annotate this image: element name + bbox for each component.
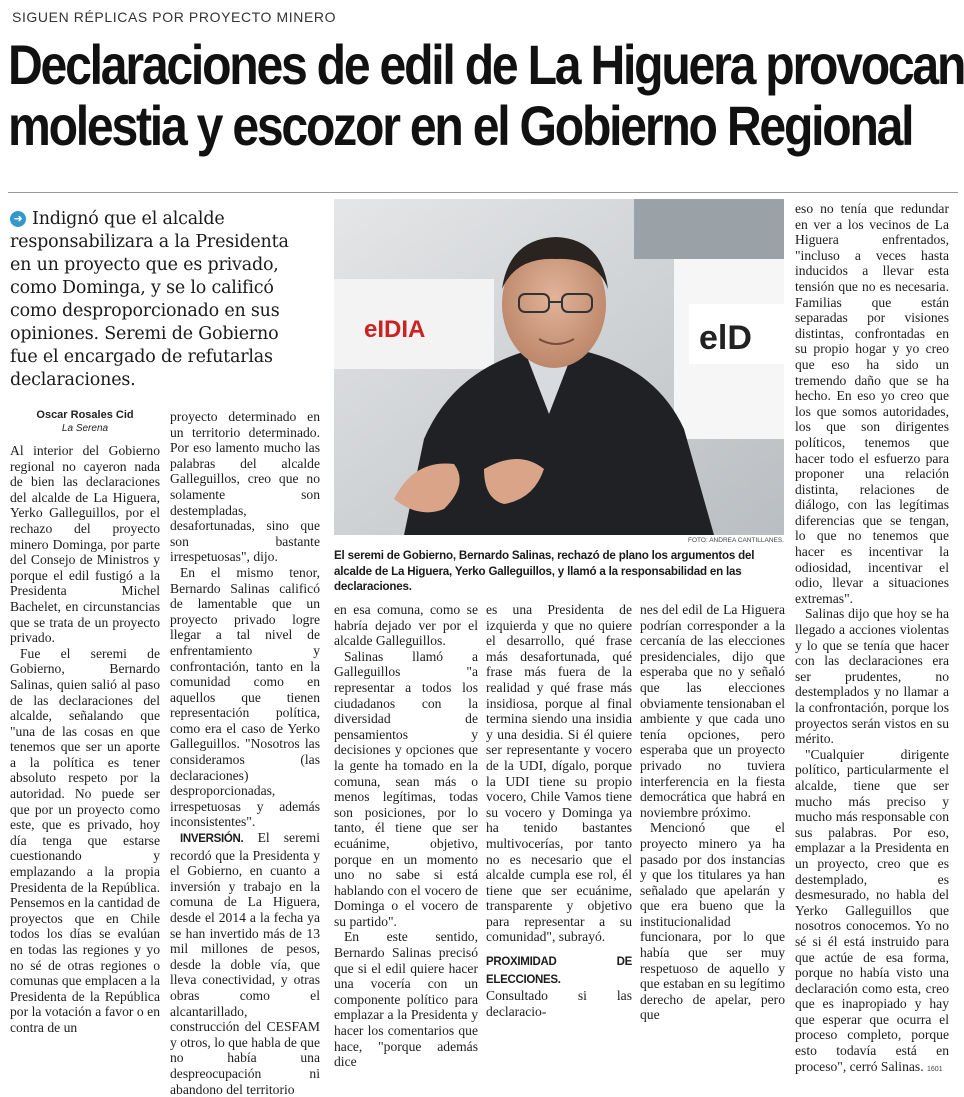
- body-column-4: [486, 602, 632, 1019]
- photo-credit: FOTO: ANDREA CANTILLANES.: [688, 537, 784, 544]
- headline-line-2: molestia y escozor en el Gobierno Regional: [8, 94, 913, 157]
- subhead-text: PROXIMIDAD DE ELECCIONES.: [486, 956, 632, 986]
- signoff-code: 1601: [927, 1065, 943, 1073]
- arrow-right-icon: ➜: [10, 211, 26, 227]
- seremi-portrait-image: [334, 199, 784, 535]
- deck-text: Indignó que el alcalde responsabilizara a la Presidenta en un proyecto que es privado, como Dominga, y se lo calificó como desproporcionado en sus opiniones. Seremi de Gobierno fue el encargado de refutarlas declaraciones.: [10, 209, 289, 390]
- paragraph: [795, 747, 949, 1077]
- paragraph: En este sentido, Bernardo Salinas precisó que si el edil quiere hacer una vocería con un componente político para emplazar a la Presidenta y hacer los comentarios que hace, "porque además dice: [334, 929, 478, 1070]
- body-column-3: [334, 602, 478, 1070]
- paragraph: Salinas llamó a Galleguillos "a representar a todos los ciudadanos con la diversidad de pensamientos y decisiones y opciones que la gente ha tomado en la comuna, sean más o menos legítimas, todas son posiciones, por lo tanto, él tiene que ser ecuánime, objetivo, porque en un momento uno no sabe si está hablando con el vocero de Dominga o el vocero de su partido".: [334, 648, 478, 929]
- paragraph: Fue el seremi de Gobierno, Bernardo Salinas, quien salió al paso de las declaraciones del alcalde, señalando que "una de las cosas en que tenemos que ser un aporte a la política es tener absoluto respeto por la autoridad. No puede ser que por un proyecto como este, que es privado, hoy día tenga que estarse cuestionando y emplazando a la propia Presidenta de la República. Pensemos en la cantidad de proyectos que en Chile todos los días se evalúan en todas las regiones y yo no sé de otras regiones o comunas que emplacen a la Presidenta de la República por la votación a favor o en contra de un: [10, 645, 160, 1035]
- subhead-inversion: INVERSIÓN.: [180, 833, 244, 846]
- header-divider: [8, 192, 958, 193]
- photo-caption: El seremi de Gobierno, Bernardo Salinas, rechazó de plano los argumentos del alcalde de La Higuera, Yerko Galleguillos, y llamó a la responsabilidad en las declaraciones.: [334, 549, 755, 593]
- body-column-2: [170, 409, 320, 1097]
- paragraph: proyecto determinado en un territorio determinado. Por eso lamento mucho las palabras del alcalde Galleguillos, creo que no solamente son destempladas, desafortunadas, sino que son bastante irrespetuosas", dijo.: [170, 409, 320, 565]
- headline: [8, 33, 964, 157]
- svg-text:eIDIA: eIDIA: [364, 316, 426, 343]
- body-column-5: [640, 602, 785, 1023]
- headline-line-1: Declaraciones de edil de La Higuera provocan: [8, 33, 964, 96]
- byline: [10, 409, 160, 434]
- deck-summary: [10, 208, 310, 392]
- subhead-proximidad: [486, 953, 632, 988]
- author-location: La Serena: [61, 423, 109, 434]
- article-photo: [334, 199, 784, 535]
- body-column-6: [795, 201, 949, 1077]
- paragraph: [170, 830, 320, 1097]
- paragraph-text: "Cualquier dirigente político, particularmente el alcalde, tiene que ser mucho más preciso y mucho más responsable con sus palabras. Por eso, emplazar a la Presidenta en un proyecto, creo que es destemplado, es desmesurado, no habla del Yerko Galleguillos que nosotros conocemos. Yo no sé si él está instruido para que actúe de esa forma, porque no había visto una declaración como esta, creo que es inapropiado y hay que esperar que ocurra el proceso completo, porque esto todavía está en proceso", cerró Salinas.: [795, 746, 949, 1074]
- svg-text:elD: elD: [699, 319, 752, 357]
- paragraph: eso no tenía que redundar en ver a los vecinos de La Higuera enfrentados, "incluso a veces hasta inducidos a llevar esta tensión que no es necesaria. Familias que están separadas por visiones distintas, confrontadas en su propio hogar y yo creo que eso ha sido un tremendo daño que se ha hecho. En eso yo creo que los que somos autoridades, los que son dirigentes políticos, tenemos que hacer todo el esfuerzo para proponer una relación distinta, relaciones de diálogo, con las legítimas diferencias que se tengan, lo que no tenemos que hacer es incentivar la odiosidad, incentivar el odio, llevar a situaciones extremas".: [795, 201, 949, 606]
- paragraph: En el mismo tenor, Bernardo Salinas calificó de lamentable que un proyecto privado logre llegar a tal nivel de enfrentamiento y confrontación, tanto en la comunidad como en aquellos que tienen representación política, como era el caso de Yerko Galleguillos. "Nosotros las consideramos (las declaraciones) desproporcionadas, irrespetuosas y además inconsistentes".: [170, 564, 320, 830]
- paragraph: Salinas dijo que hoy se ha llegado a acciones violentas y lo que se tenía que hacer con las declaraciones era ser prudentes, no destemplados y no llamar a la confrontación, porque los proyectos serán vistos en su mérito.: [795, 606, 949, 747]
- paragraph: Al interior del Gobierno regional no cayeron nada de bien las declaraciones del alcalde de La Higuera, Yerko Galleguillos, por el rechazo del proyecto minero Dominga, por parte del Consejo de Ministros y porque el edil fustigó a la Presidenta Michel Bachelet, en circunstancias que se trata de un proyecto privado.: [10, 443, 160, 646]
- paragraph: Consultado si las declaracio-: [486, 988, 632, 1019]
- body-column-1: [10, 443, 160, 1036]
- paragraph: Mencionó que el proyecto minero ya ha pasado por dos instancias y que los titulares ya han señalado que apelarán y que era bueno que la institucionalidad funcionara, por lo que había que ser muy respetuoso de aquello y que estaban en su legítimo derecho de apelar, pero que: [640, 820, 785, 1023]
- section-kicker: SIGUEN RÉPLICAS POR PROYECTO MINERO: [12, 9, 337, 25]
- paragraph: es una Presidenta de izquierda y que no quiere el desarrollo, qué frase más desafortunada, qué frase más fuera de la realidad y qué frase más insidiosa, porque al final termina siendo una insidia y una desidia. Si él quiere ser representante y vocero de la UDI, dígalo, porque la UDI tiene su propio vocero, Chile Vamos tiene su vocero y Dominga ya ha tenido bastantes multivocerías, por tanto no es necesario que el alcalde cumpla ese rol, él tiene que ser ecuánime, transparente y objetivo para representar a su comunidad", subrayó.: [486, 602, 632, 945]
- paragraph: en esa comuna, como se habría dejado ver por el alcalde Galleguillos.: [334, 602, 478, 649]
- paragraph-text: El seremi recordó que la Presidenta y el Gobierno, en cuanto a inversión y trabajo en la comuna de La Higuera, desde el 2014 a la fecha ya se han invertido más de 13 mil millones de pesos, desde la doble vía, que lleva conectividad, y otras obras como el alcantarillado, construcción del CESFAM y otros, lo que habla de que no había una despreocupación ni abandono del territorio: [170, 830, 320, 1097]
- author-name: Oscar Rosales Cid: [36, 409, 134, 421]
- paragraph: nes del edil de La Higuera podrían corresponder a la cercanía de las elecciones presidenciales, dijo que esperaba que no y señaló que las elecciones obviamente tensionaban el ambiente y que cada uno tenía opciones, pero esperaba que un proyecto privado no tuviera interferencia en la fiesta democrática que habrá en noviembre próximo.: [640, 602, 785, 820]
